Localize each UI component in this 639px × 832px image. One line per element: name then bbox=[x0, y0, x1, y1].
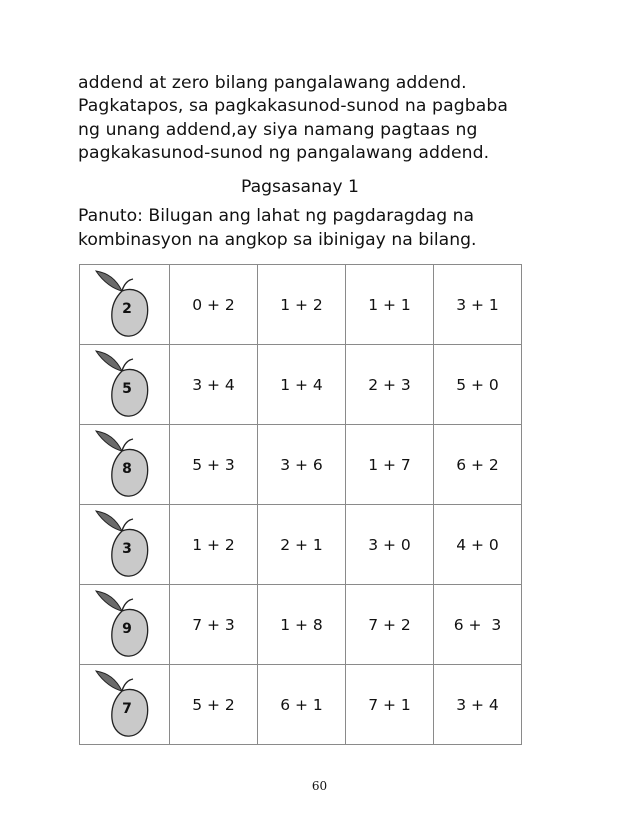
instruction-line: Panuto: Bilugan ang lahat ng pagdaragdag na bbox=[78, 206, 475, 226]
mango-cell bbox=[80, 585, 170, 665]
addition-combination[interactable]: 5 + 2 bbox=[170, 665, 258, 745]
intro-paragraph bbox=[78, 72, 558, 165]
table-row bbox=[80, 425, 522, 505]
addition-combination[interactable]: 1 + 7 bbox=[346, 425, 434, 505]
addition-combination[interactable]: 5 + 3 bbox=[170, 425, 258, 505]
target-number: 5 bbox=[122, 381, 132, 397]
addition-combination[interactable]: 1 + 4 bbox=[258, 345, 346, 425]
addition-combination[interactable]: 6 + 2 bbox=[434, 425, 522, 505]
target-number: 3 bbox=[122, 541, 132, 557]
paragraph-line: ng unang addend,ay siya namang pagtaas ng bbox=[78, 119, 478, 140]
addition-combination[interactable]: 1 + 1 bbox=[346, 265, 434, 345]
paragraph-line: pagkakasunod-sunod ng pangalawang addend. bbox=[78, 142, 490, 163]
paragraph-line: Pagkatapos, sa pagkakasunod-sunod na pagbaba bbox=[78, 96, 508, 117]
addition-combination[interactable]: 4 + 0 bbox=[434, 505, 522, 585]
paragraph-line: addend at zero bilang pangalawang addend. bbox=[78, 73, 467, 93]
target-number: 9 bbox=[122, 621, 132, 637]
target-number: 2 bbox=[122, 301, 132, 317]
addition-combination[interactable]: 7 + 1 bbox=[346, 665, 434, 745]
table-row bbox=[80, 505, 522, 585]
exercise-heading: Pagsasanay 1 bbox=[240, 177, 359, 197]
addition-combination[interactable]: 1 + 8 bbox=[258, 585, 346, 665]
addition-combination[interactable]: 6 + 3 bbox=[434, 585, 522, 665]
page-number: 60 bbox=[311, 779, 328, 793]
mango-cell bbox=[80, 505, 170, 585]
addition-combination[interactable]: 1 + 2 bbox=[258, 265, 346, 345]
mango-cell bbox=[80, 265, 170, 345]
addition-combination[interactable]: 5 + 0 bbox=[434, 345, 522, 425]
addition-combination[interactable]: 1 + 2 bbox=[170, 505, 258, 585]
addition-combination[interactable]: 3 + 4 bbox=[434, 665, 522, 745]
addition-combination[interactable]: 6 + 1 bbox=[258, 665, 346, 745]
addition-combination[interactable]: 0 + 2 bbox=[170, 265, 258, 345]
addition-combination[interactable]: 7 + 3 bbox=[170, 585, 258, 665]
exercise-table bbox=[79, 264, 522, 745]
table-row bbox=[80, 265, 522, 345]
mango-cell bbox=[80, 345, 170, 425]
addition-combination[interactable]: 2 + 3 bbox=[346, 345, 434, 425]
target-number: 8 bbox=[122, 461, 132, 477]
addition-combination[interactable]: 3 + 0 bbox=[346, 505, 434, 585]
addition-combination[interactable]: 3 + 1 bbox=[434, 265, 522, 345]
table-row bbox=[80, 665, 522, 745]
table-row bbox=[80, 585, 522, 665]
mango-cell bbox=[80, 665, 170, 745]
addition-combination[interactable]: 3 + 4 bbox=[170, 345, 258, 425]
addition-combination[interactable]: 2 + 1 bbox=[258, 505, 346, 585]
target-number: 7 bbox=[122, 701, 132, 717]
addition-combination[interactable]: 3 + 6 bbox=[258, 425, 346, 505]
mango-cell bbox=[80, 425, 170, 505]
instructions bbox=[78, 204, 476, 252]
addition-combination[interactable]: 7 + 2 bbox=[346, 585, 434, 665]
table-row bbox=[80, 345, 522, 425]
instruction-line: kombinasyon na angkop sa ibinigay na bilang. bbox=[78, 230, 477, 250]
